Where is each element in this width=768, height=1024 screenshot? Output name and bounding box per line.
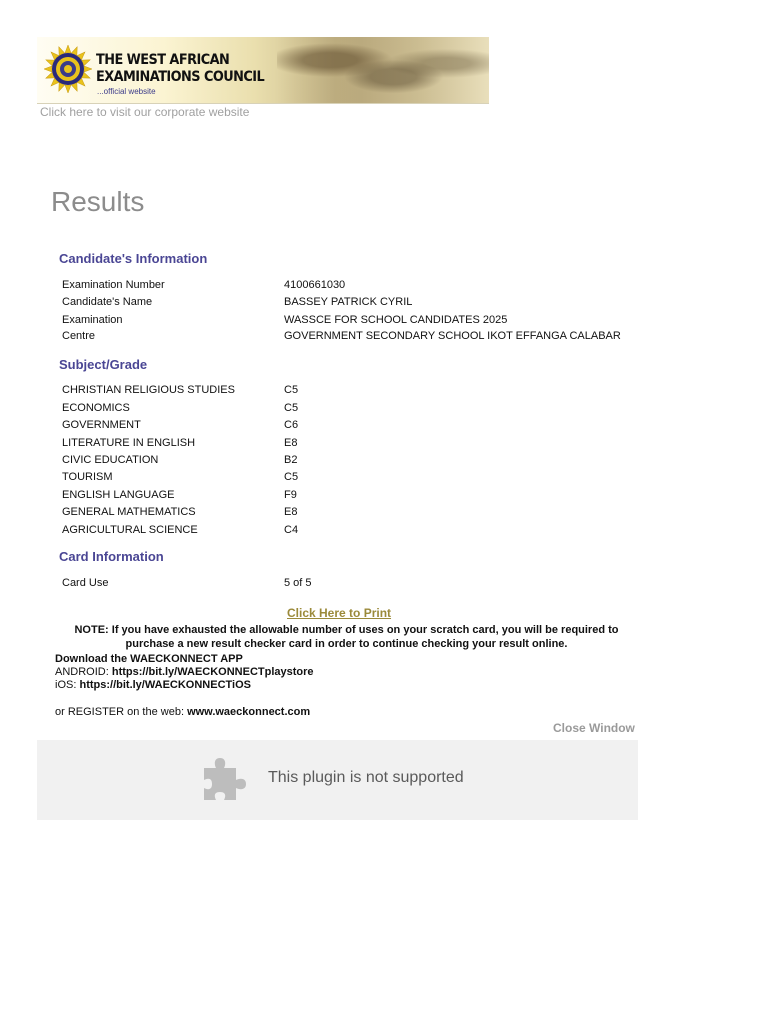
app-download-heading <box>55 653 243 666</box>
subject-grade: C4 <box>284 524 299 536</box>
candidate-value: 4100661030 <box>284 279 346 291</box>
card-info-heading: Card Information <box>59 549 164 564</box>
banner-title-line1: THE WEST AFRICAN <box>96 52 230 68</box>
header-banner <box>37 37 489 104</box>
app-heading-text: Download the WAECKONNECT APP <box>55 653 243 665</box>
subject-grade: C5 <box>284 402 299 414</box>
subject-name: TOURISM <box>62 471 113 483</box>
banner-title-line2: EXAMINATIONS COUNCIL <box>96 69 265 85</box>
subject-grade: E8 <box>284 437 298 449</box>
subject-grade: E8 <box>284 506 298 518</box>
android-link[interactable]: https://bit.ly/WAECKONNECTplaystore <box>111 666 314 678</box>
subject-grade-heading: Subject/Grade <box>59 357 148 372</box>
subject-grade: B2 <box>284 454 298 466</box>
candidate-label: Centre <box>62 330 96 342</box>
puzzle-piece-icon <box>200 752 252 804</box>
corporate-website-link[interactable]: Click here to visit our corporate website <box>40 105 250 119</box>
subject-name: CHRISTIAN RELIGIOUS STUDIES <box>62 384 235 396</box>
register-label: or REGISTER on the web: <box>55 706 184 718</box>
candidate-value: GOVERNMENT SECONDARY SCHOOL IKOT EFFANGA CALABAR <box>284 330 621 342</box>
candidate-value: BASSEY PATRICK CYRIL <box>284 296 413 308</box>
subject-grade: C6 <box>284 419 299 431</box>
subject-name: GENERAL MATHEMATICS <box>62 506 196 518</box>
candidate-value: WASSCE FOR SCHOOL CANDIDATES 2025 <box>284 314 508 326</box>
banner-subtitle: ...official website <box>97 87 156 96</box>
subject-name: LITERATURE IN ENGLISH <box>62 437 196 449</box>
print-link[interactable]: Click Here to Print <box>287 606 392 620</box>
android-label: ANDROID: <box>55 666 109 678</box>
close-window-link[interactable]: Close Window <box>553 721 635 735</box>
candidate-label: Candidate's Name <box>62 296 153 308</box>
subject-grade: C5 <box>284 384 299 396</box>
subject-name: GOVERNMENT <box>62 419 141 431</box>
ios-label: iOS: <box>55 679 77 691</box>
candidate-info-heading: Candidate's Information <box>59 251 208 266</box>
scratch-card-note: NOTE: If you have exhausted the allowable number of uses on your scratch card, you will be required to purchase a new result checker card in order to continue checking your result online. <box>74 624 619 650</box>
card-use-value: 5 of 5 <box>284 577 312 589</box>
page-title: Results <box>51 186 145 217</box>
ios-link[interactable]: https://bit.ly/WAECKONNECTiOS <box>79 679 251 691</box>
candidate-label: Examination Number <box>62 279 165 291</box>
candidate-label: Examination <box>62 314 123 326</box>
subject-name: ECONOMICS <box>62 402 130 414</box>
register-line <box>55 706 310 719</box>
subject-name: CIVIC EDUCATION <box>62 454 159 466</box>
ios-line <box>55 679 251 692</box>
subject-grade: C5 <box>284 471 299 483</box>
banner-photo <box>277 37 489 103</box>
subject-name: AGRICULTURAL SCIENCE <box>62 524 198 536</box>
banner-title <box>96 52 264 86</box>
subject-name: ENGLISH LANGUAGE <box>62 489 175 501</box>
plugin-message: This plugin is not supported <box>268 769 464 786</box>
plugin-placeholder <box>37 740 638 820</box>
subject-grade: F9 <box>284 489 297 501</box>
card-use-label: Card Use <box>62 577 109 589</box>
register-link[interactable]: www.waeckonnect.com <box>187 706 311 718</box>
waec-logo <box>43 44 93 94</box>
android-line <box>55 666 314 679</box>
